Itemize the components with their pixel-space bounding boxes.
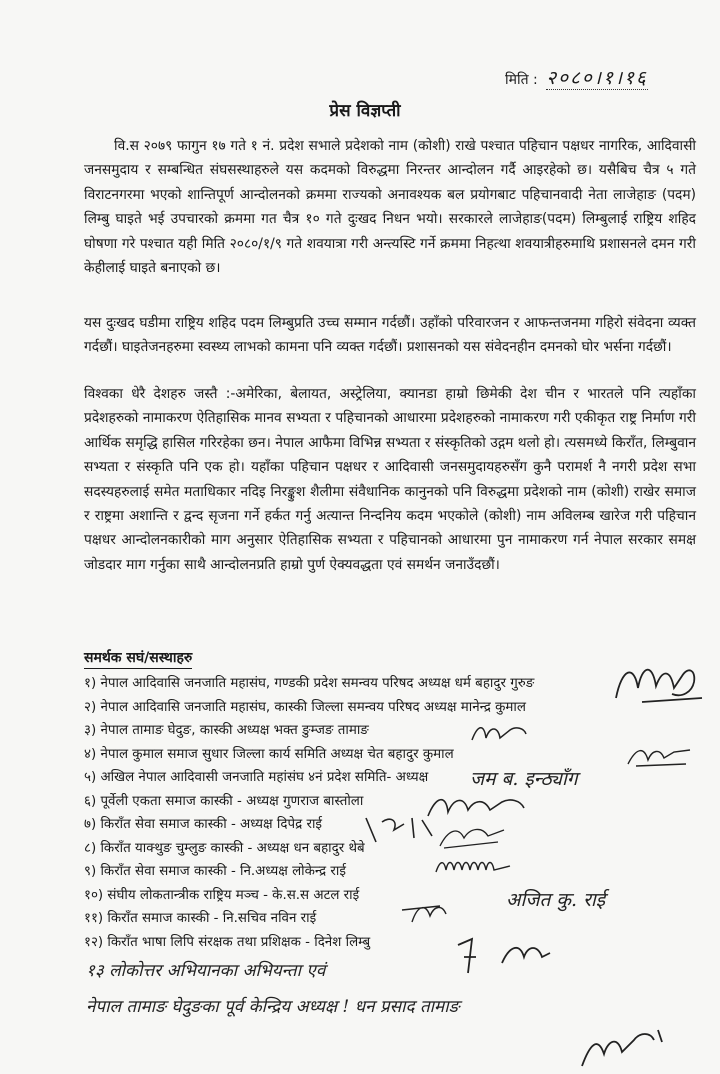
handwritten-name-5: जम ब. इन्ठ्याँग [470, 768, 578, 790]
list-item: ८) किराँत याक्थुङ चुम्लुङ कास्की - अध्यक्ष धन बहादुर थेबे [84, 840, 365, 856]
signature-1 [612, 658, 707, 706]
signature-4 [626, 742, 696, 770]
list-item: ७) किराँत सेवा समाज कास्की - अध्यक्ष दिपेद्र राई [84, 817, 322, 832]
handwritten-name-10: अजित कु. राई [506, 889, 606, 911]
list-item: १०) संघीय लोकतान्त्रीक राष्ट्रिय मञ्च - के.स.स अटल राई [84, 887, 360, 903]
document-title: प्रेस विज्ञप्ती [329, 101, 401, 121]
supporters-heading: समर्थक सघं/सस्थाहरु [84, 648, 192, 669]
signature-8 [438, 822, 508, 852]
list-item: ४) नेपाल कुमाल समाज सुधार जिल्ला कार्य समिति अध्यक्ष चेत बहादुर कुमाल [84, 746, 454, 762]
list-item: ६) पूर्वेली एकता समाज कास्की - अध्यक्ष गुणराज बास्तोला [84, 793, 364, 809]
date-value: २०८०।१।१६ [546, 67, 648, 89]
handwritten-entry-13: १३ लोकोत्तर अभियानका अभियन्ता एवं [86, 961, 326, 981]
signature-7 [362, 812, 442, 846]
signature-3 [470, 720, 530, 746]
paragraph-1: वि.स २०७९ फागुन १७ गते १ नं. प्रदेश सभाले प्रदेशको नाम (कोशी) राखे पश्चात पहिचान पक्षधर नागरिक, आदिवासी जनसमुदाय र सम्बन्धित संघसस्थाहरुले यस कदमको विरुद्धमा निरन्तर आन्दोलन गर्दै आइरहेको छ। यसैबिच चैत्र ५ गते विराटनगरमा भएको शान्तिपूर्ण आन्दोलनको क्रममा राज्यको अनावश्यक बल प्रयोगबाट पहिचानवादी नेता लाजेहाङ (पदम) लिम्बु घाइते भई उपचारको क्रममा गत चैत्र १० गते दुःखद निधन भयो। सरकारले लाजेहाङ(पदम) लिम्बुलाई राष्ट्रिय शहिद घोषणा गरे पश्चात यही मिति २०८०/१/९ गते शवयात्रा गरी अन्त्यस्टि गर्ने क्रममा निहत्था शवयात्रीहरुमाथि प्रशासनले दमन गरी केहीलाई घाइते बनाएको छ। [84, 138, 696, 277]
paragraph-2: यस दुःखद घडीमा राष्ट्रिय शहिद पदम लिम्बुप्रति उच्च सम्मान गर्दछौं। उहाँको परिवारजन र आफन्तजनमा गहिरो संवेदना व्यक्त गर्दछौं। घाइतेजनहरुमा स्वस्थ्य लाभको कामना पनि व्यक्त गर्दछौं। प्रशासनको यस संवेदनहीन दमनको घोर भर्सना गर्दछौं। [84, 315, 696, 356]
list-item: ३) नेपाल तामाङ घेदुङ, कास्की अध्यक्ष भक्त ङुम्जङ तामाङ [84, 723, 369, 738]
list-item: ९) किराँत सेवा समाज कास्की - नि.अध्यक्ष लोकेन्द्र राई [84, 864, 346, 879]
list-item: २) नेपाल आदिवासि जनजाति महासंघ, कास्की जिल्ला समन्वय परिषद अध्यक्ष मानेन्द्र कुमाल [84, 699, 526, 715]
paragraph-3: विश्वका धेरै देशहरु जस्तै :-अमेरिका, बेलायत, अस्ट्रेलिया, क्यानडा हाम्रो छिमेकी देश चीन र भारतले पनि त्यहाँका प्रदेशहरुको नामाकरण ऐतिहासिक मानव सभ्यता र पहिचानको आधारमा प्रदेशहरुको नामाकरण गरी एकीकृत राष्ट्र निर्माण गरी आर्थिक समृद्धि हासिल गरिरहेका छन। नेपाल आफैमा विभिन्न सभ्यता र संस्कृतिको उद्गम थलो हो। त्यसमध्ये किराँत, लिम्बुवान सभ्यता र संस्कृति पनि एक हो। यहाँका पहिचान पक्षधर र आदिवासी जनसमुदायहरुसँग कुनै परामर्श नै नगरी प्रदेश सभा सदस्यहरुलाई समेत मताधिकार नदिइ निरङ्कुश शैलीमा संवैधानिक कानुनको पनि विरुद्धमा प्रदेशको नाम (कोशी) राखेर समाज र राष्ट्रमा अशान्ति र द्वन्द सृजना गर्ने हर्कत गर्नु अत्यान्त निन्दनिय कदम भएकोले (कोशी) नाम अविलम्ब खारेज गरी पहिचान पक्षधर आन्दोलनकारीको माग अनुसार ऐतिहासिक सभ्यता र पहिचानको आधारमा पुन नामाकरण गर्न नेपाल सरकार समक्ष जोडदार माग गर्नुका साथै आन्दोलनप्रति हाम्रो पुर्ण ऐक्यवद्धता एवं समर्थन जनाउँदछौं। [84, 386, 696, 573]
date-line [505, 64, 648, 90]
handwritten-entry-13-cont: नेपाल तामाङ घेदुङका पूर्व केन्द्रिय अध्यक्ष ! धन प्रसाद तामाङ [86, 997, 460, 1017]
date-label: मिति : [505, 72, 538, 88]
signature-13 [578, 1026, 668, 1070]
list-item: १२) किराँत भाषा लिपि संरक्षक तथा प्रशिक्षक - दिनेश लिम्बु [84, 934, 371, 950]
list-item: ११) किराँत समाज कास्की - नि.सचिव नविन राई [84, 911, 317, 926]
list-item: १) नेपाल आदिवासि जनजाति महासंघ, गण्डकी प्रदेश समन्वय परिषद अध्यक्ष धर्म बहादुर गुरुङ [84, 676, 535, 691]
signature-12 [454, 935, 554, 977]
signature-9 [434, 854, 514, 882]
signature-11 [400, 896, 460, 926]
list-item: ५) अखिल नेपाल आदिवासी जनजाति महांसंघ ४नं प्रदेश समिति- अध्यक्ष [84, 770, 429, 785]
